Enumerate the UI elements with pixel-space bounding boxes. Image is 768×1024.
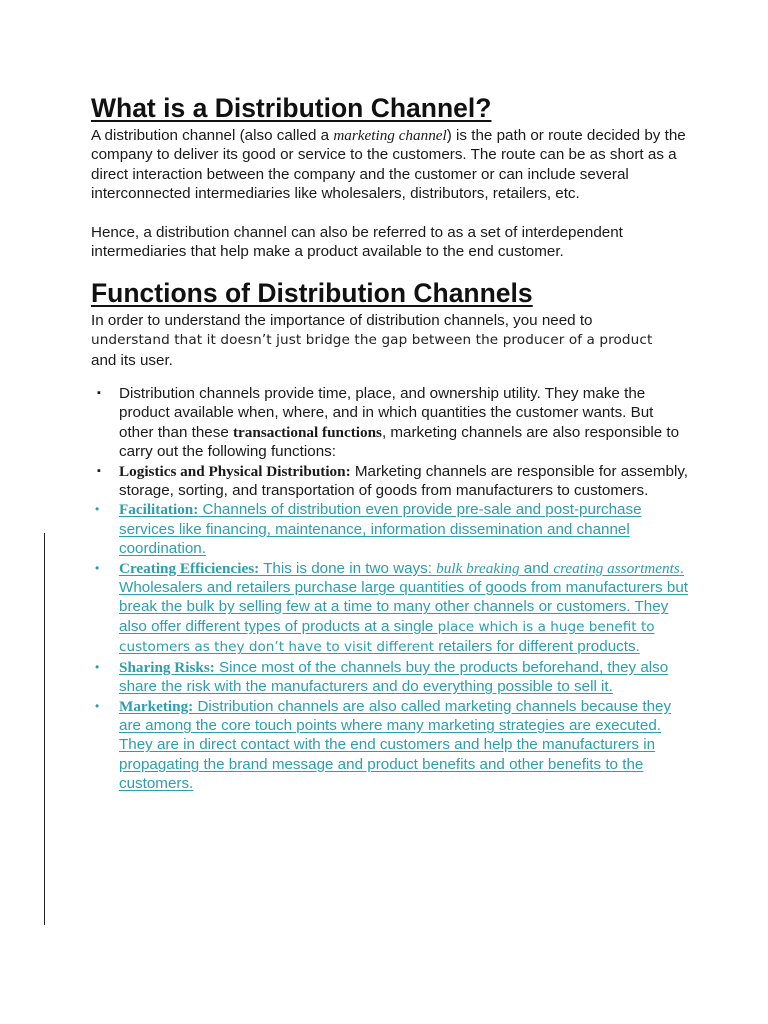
emphasis-creating-assortments: creating assortments [553,559,680,577]
paragraph-intro [91,311,691,370]
text: retailers for different products. [434,638,640,656]
paragraph-definition [91,126,691,204]
text: Channels of distribution even provide pre-sale and post-purchase services like financing, maintenance, information dissemination and channel coordination. [119,501,642,558]
heading-functions: Functions of Distribution Channels [91,278,533,308]
text: In order to understand the importance of distribution channels, you need to [91,312,593,329]
bullet-marker: ▪ [97,387,101,399]
bold-text: Logistics and Physical Distribution: [119,462,351,480]
text-light: place which is a huge benefit to customers as they don’t have to visit different [119,618,655,656]
bold-text: Creating Efficiencies: [119,559,260,577]
text: Distribution channels are also called marketing channels because they are among the core touch points where many marketing strategies are executed. They are in direct contact with the end customers and help the manufacturers in propagating the brand message and product benefits and other benefits to the customers. [119,697,672,793]
bullet-marker: • [95,698,100,713]
bold-text: Sharing Risks: [119,658,215,676]
list-item-marketing[interactable] [91,697,691,794]
text: . Wholesalers and retailers purchase large quantities of goods from manufacturers but break the bulk by selling few at a time to many other channels or customers. They also offer different types of products at a single [119,559,688,635]
list-item-logistics [91,462,691,501]
text: , marketing channels are also responsible to carry out the following functions: [119,423,680,461]
text-light: understand that it doesn’t just bridge the gap between the producer of a product [91,332,653,349]
text: A distribution channel (also called a [91,127,334,144]
bullet-marker: • [95,502,100,517]
list-item-sharing-risks[interactable] [91,658,691,697]
paragraph-hence: Hence, a distribution channel can also be referred to as a set of interdependent intermediaries that help make a product available to the end customer. [91,224,623,261]
functions-list [91,384,691,794]
list-item-efficiencies[interactable] [91,559,691,658]
text: and its user. [91,351,173,369]
emphasis-bulk-breaking: bulk breaking [436,559,520,577]
bullet-marker: • [95,560,100,575]
text: and [519,559,554,577]
emphasis-marketing-channel: marketing channel [333,127,447,144]
list-item-facilitation[interactable] [91,500,691,558]
text: This is done in two ways: [259,559,437,577]
bold-text: transactional functions [233,423,382,441]
text: Since most of the channels buy the products beforehand, they also share the risk with the manufacturers and do everything possible to sell it. [119,658,669,696]
bullet-marker: • [95,659,100,674]
margin-rule [44,533,45,925]
bold-text: Facilitation: [119,501,199,519]
heading-distribution-channel: What is a Distribution Channel? [91,93,492,123]
bullet-marker: ▪ [97,464,101,477]
text: Marketing channels are responsible for assembly, storage, sorting, and transportation of goods from manufacturers to customers. [119,462,689,500]
list-item-utility [91,384,691,462]
text: ) is the path or route decided by the company to deliver its good or service to the customers. The route can be as short as a direct interaction between the company and the customer or can include several interconnected intermediaries like wholesalers, distributors, retailers, etc. [91,127,686,203]
bold-text: Marketing: [119,697,194,715]
text: Distribution channels provide time, place, and ownership utility. They make the product available when, where, and in which quantities the customer wants. But other than these [119,385,654,441]
